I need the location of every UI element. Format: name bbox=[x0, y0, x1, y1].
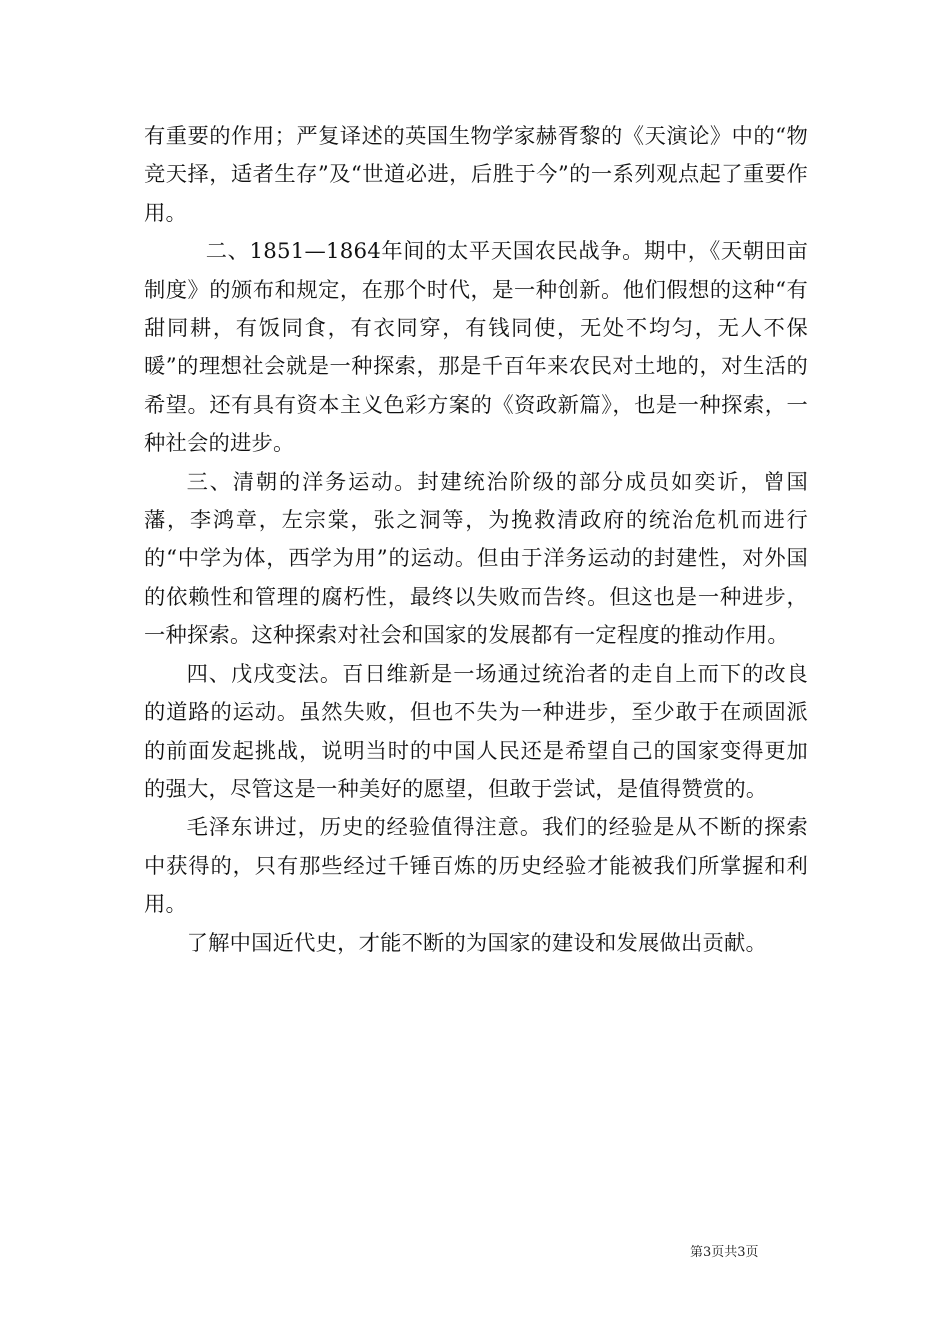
paragraph-continuation: 有重要的作用；严复译述的英国生物学家赫胥黎的《天演论》中的“物竞天择，适者生存”及“世道必进，后胜于今”的一系列观点起了重要作用。 bbox=[144, 124, 808, 226]
paragraph-self-strengthening: 三、清朝的洋务运动。封建统治阶级的部分成员如奕䜣，曾国藩，李鸿章，左宗棠，张之洞等，为挽救清政府的统治危机而进行的“中学为体，西学为用”的运动。但由于洋务运动的封建性，对外国的依赖性和管理的腐朽性，最终以失败而告终。但这也是一种进步，一种探索。这种探索对社会和国家的发展都有一定程度的推动作用。 bbox=[144, 469, 808, 649]
page-number: 第3页共3页 bbox=[690, 1245, 759, 1260]
document-body bbox=[144, 118, 808, 963]
paragraph-taiping-rebellion: 二、1851—1864年间的太平天国农民战争。期中，《天朝田亩制度》的颁布和规定，在那个时代，是一种创新。他们假想的这种“有甜同耕，有饭同食，有衣同穿，有钱同使，无处不均匀，无人不保暖”的理想社会就是一种探索，那是千百年来农民对土地的，对生活的希望。还有具有资本主义色彩方案的《资政新篇》，也是一种探索，一种社会的进步。 bbox=[144, 239, 808, 457]
paragraph-hundred-days-reform: 四、戊戌变法。百日维新是一场通过统治者的走自上而下的改良的道路的运动。虽然失败，但也不失为一种进步，至少敢于在顽固派的前面发起挑战，说明当时的中国人民还是希望自己的国家变得更加的强大，尽管这是一种美好的愿望，但敢于尝试，是值得赞赏的。 bbox=[144, 661, 808, 802]
paragraph-mao-quote: 毛泽东讲过，历史的经验值得注意。我们的经验是从不断的探索中获得的，只有那些经过千锤百炼的历史经验才能被我们所掌握和利用。 bbox=[144, 815, 808, 918]
paragraph-conclusion: 了解中国近代史，才能不断的为国家的建设和发展做出贡献。 bbox=[186, 930, 768, 956]
